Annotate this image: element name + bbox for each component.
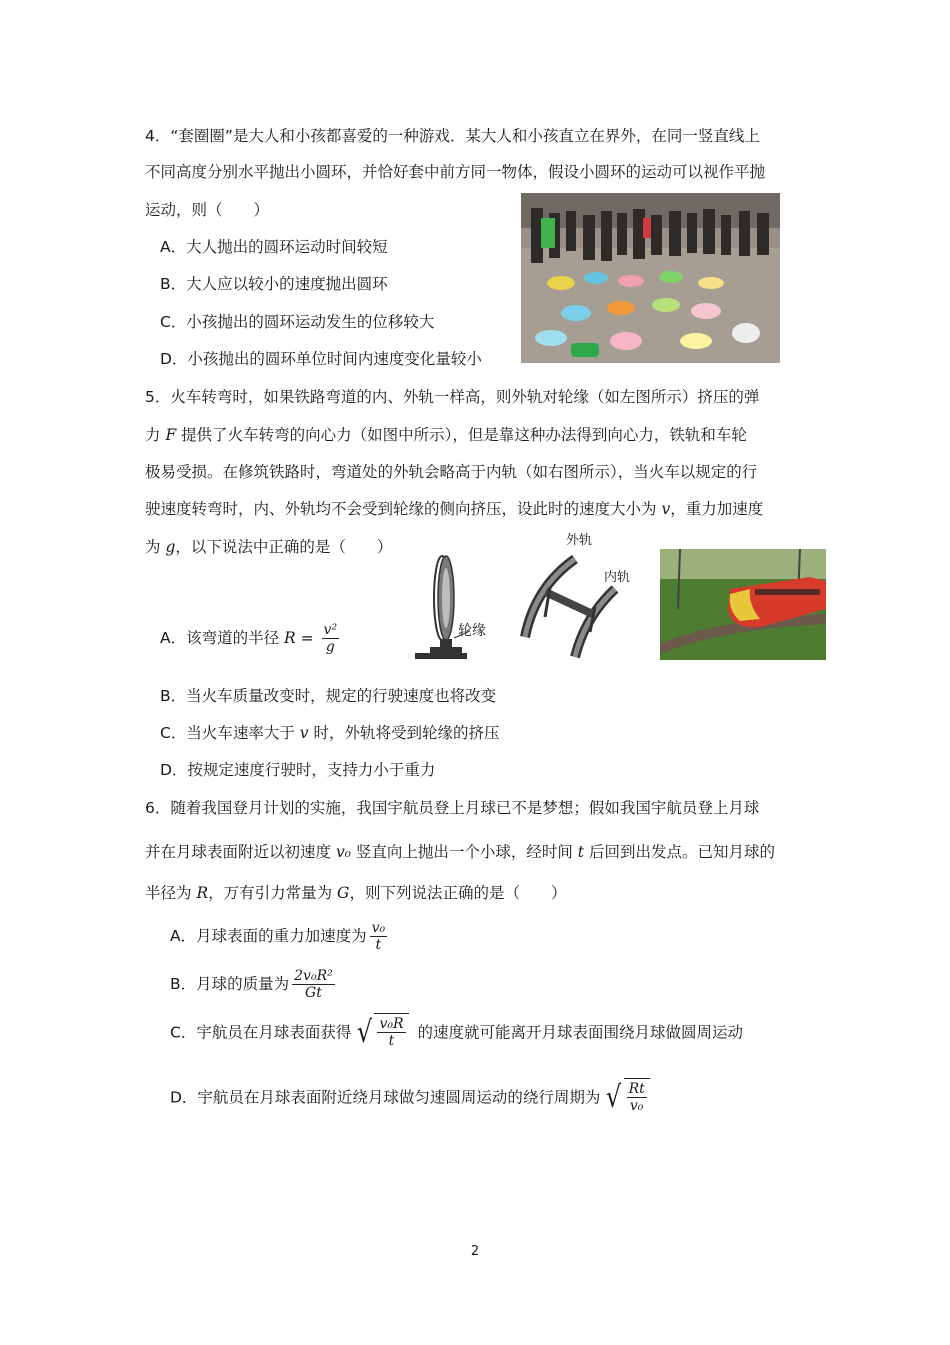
q5-text: 驶速度转弯时，内、外轨均不会受到轮缘的侧向挤压，设此时的速度大小为 — [145, 500, 662, 518]
symbol-t: t — [577, 843, 585, 861]
label-outer-rail: 外轨 — [566, 533, 593, 548]
rail-banking-diagram — [515, 547, 630, 662]
radicand — [624, 1078, 650, 1118]
q6-option-c-tail: 的速度就可能离开月球表面围绕月球做圆周运动 — [412, 1023, 743, 1042]
q6-text: 并在月球表面附近以初速度 — [145, 843, 336, 861]
q4-option-d: D．小孩抛出的圆环单位时间内速度变化量较小 — [160, 350, 482, 368]
q6-text: ，万有引力常量为 — [208, 884, 338, 902]
q6-text: 后回到出发点。已知月球的 — [584, 843, 775, 861]
symbol-F: F — [165, 426, 177, 444]
q4-stem-line-2: 不同高度分别水平抛出小圆环，并恰好套中前方同一物体，假设小圆环的运动可以视作平抛 — [145, 163, 766, 181]
q5-text: C．当火车速率大于 — [160, 724, 300, 742]
sqrt-Rt-over-v0 — [604, 1078, 649, 1118]
q6-option-c — [170, 1013, 743, 1053]
symbol-R: R — [196, 884, 209, 902]
fraction-numerator: 2v₀R² — [294, 968, 333, 984]
q5-stem-line-2 — [145, 424, 747, 446]
fraction-denominator: t — [375, 937, 382, 953]
q6-option-b — [170, 968, 338, 1001]
fraction-denominator: v₀ — [629, 1098, 644, 1114]
symbol-G: G — [337, 884, 350, 902]
radical-sign: √ — [357, 1015, 373, 1050]
symbol-v: v — [299, 724, 309, 742]
symbol-R: R — [284, 629, 296, 647]
symbol-g: g — [165, 538, 176, 556]
q5-text: ，重力加速度 — [670, 500, 764, 518]
radical-sign: √ — [606, 1080, 622, 1115]
label-inner-rail: 内轨 — [604, 570, 631, 585]
page-number: 2 — [470, 1244, 480, 1259]
q5-stem-line-5 — [145, 536, 392, 558]
q6-stem-line-2 — [145, 841, 775, 863]
q4-option-b: B．大人应以较小的速度抛出圆环 — [160, 275, 388, 293]
fraction-denominator: t — [388, 1033, 395, 1049]
fraction-v2-over-g — [322, 622, 340, 655]
q5-stem-line-3: 极易受损。在修筑铁路时，弯道处的外轨会略高于内轨（如右图所示），当火车以规定的行 — [145, 463, 758, 481]
fraction-v0-over-t — [370, 920, 388, 953]
q5-option-b: B．当火车质量改变时，规定的行驶速度也将改变 — [160, 687, 497, 705]
q6-option-b-text: B．月球的质量为 — [170, 975, 290, 993]
q5-text: 提供了火车转弯的向心力（如图中所示），但是靠这种办法得到向心力，铁轨和车轮 — [176, 426, 747, 444]
fraction-numerator: v₀R — [379, 1016, 404, 1032]
q6-stem-line-3 — [145, 882, 566, 904]
q6-text: ，则下列说法正确的是（ ） — [349, 884, 567, 902]
q4-option-c: C．小孩抛出的圆环运动发生的位移较大 — [160, 313, 435, 331]
fraction-denominator: g — [325, 639, 335, 655]
q5-option-c — [160, 722, 499, 744]
q5-option-a-text: A．该弯道的半径 — [160, 629, 285, 647]
fraction-numerator: v₀ — [371, 920, 386, 936]
q5-option-d: D．按规定速度行驶时，支持力小于重力 — [160, 761, 436, 779]
label-wheel-flange: 轮缘 — [458, 623, 486, 639]
symbol-v: v — [661, 500, 671, 518]
train-photo — [660, 549, 826, 660]
fraction-numerator: Rt — [628, 1081, 645, 1097]
q5-text: 时，外轨将受到轮缘的挤压 — [308, 724, 500, 742]
q4-stem-line-3: 运动，则（ ） — [145, 201, 270, 219]
fraction-Rt-over-v0 — [627, 1081, 647, 1114]
q6-text: 竖直向上抛出一个小球，经时间 — [350, 843, 578, 861]
q5-stem-line-1: 5．火车转弯时，如果铁路弯道的内、外轨一样高，则外轨对轮缘（如左图所示）挤压的弹 — [145, 388, 760, 406]
symbol-v0: v₀ — [335, 843, 351, 861]
q6-text: 半径为 — [145, 884, 197, 902]
q5-text: 为 — [145, 538, 166, 556]
q6-option-a-text: A．月球表面的重力加速度为 — [170, 927, 367, 945]
fraction-denominator: Gt — [305, 985, 322, 1001]
q6-stem-line-1: 6．随着我国登月计划的实施，我国宇航员登上月球已不是梦想；假如我国宇航员登上月球 — [145, 799, 760, 817]
wheel-flange-diagram — [410, 553, 500, 661]
q4-stem-line-1: 4．“套圈圈”是大人和小孩都喜爱的一种游戏．某大人和小孩直立在界外，在同一竖直线上 — [145, 127, 760, 145]
q5-text: ，以下说法中正确的是（ ） — [175, 538, 393, 556]
ring-toss-photo — [521, 193, 780, 363]
q6-option-a — [170, 920, 390, 953]
radicand — [374, 1013, 408, 1053]
equals-sign: = — [295, 629, 319, 647]
q4-option-a: A．大人抛出的圆环运动时间较短 — [160, 238, 388, 256]
q6-option-d-text: D．宇航员在月球表面附近绕月球做匀速圆周运动的绕行周期为 — [170, 1088, 601, 1107]
q6-option-c-text: C．宇航员在月球表面获得 — [170, 1023, 352, 1042]
q5-stem-line-4 — [145, 498, 763, 520]
fraction-numerator: v² — [323, 622, 338, 638]
q6-option-d — [170, 1078, 654, 1118]
q5-text: 力 — [145, 426, 166, 444]
sqrt-v0R-over-t — [355, 1013, 408, 1053]
fraction-v0R-over-t — [377, 1016, 405, 1049]
q5-option-a — [160, 622, 342, 655]
fraction-2v0R2-over-Gt — [292, 968, 335, 1001]
